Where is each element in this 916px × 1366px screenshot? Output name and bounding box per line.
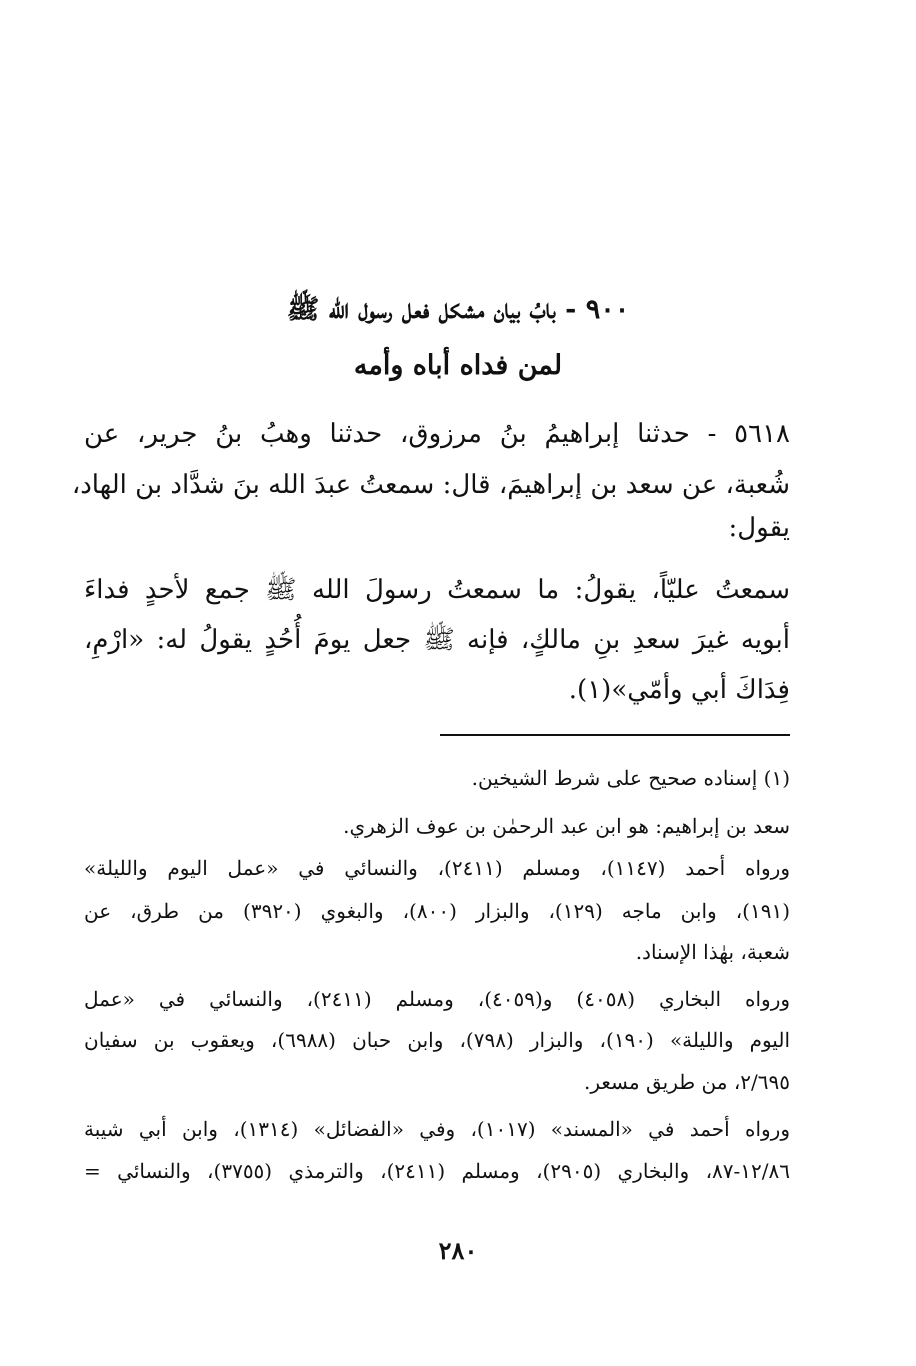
hadith-line: سمعتُ عليّاً، يقولُ: ما سمعتُ رسولَ الله ﷺ جمع لأحدٍ فداءَ xyxy=(84,575,790,605)
footnote-line: ٢/٦٩٥، من طريق مسعر. xyxy=(584,1070,790,1094)
hadith-line: يقول: xyxy=(728,513,790,543)
footnote-line: ورواه البخاري (٤٠٥٨) و(٤٠٥٩)، ومسلم (٢٤١١)، والنسائي في «عمل xyxy=(84,987,791,1011)
chapter-title: ٩٠٠ - بابُ بيان مشكل فعل رسول الله ﷺ xyxy=(286,294,630,325)
footnote-line: (١) إسناده صحيح على شرط الشيخين. xyxy=(471,766,790,790)
footnote-line: ورواه أحمد (١١٤٧)، ومسلم (٢٤١١)، والنسائي في «عمل اليوم والليلة» xyxy=(84,856,790,880)
hadith-line: شُعبة، عن سعد بن إبراهيمَ، قال: سمعتُ عبدَ الله بنَ شدَّاد بن الهاد، xyxy=(71,470,790,500)
chapter-subtitle: لمن فداه أباه وأمه xyxy=(353,350,563,381)
footnote-separator xyxy=(440,734,790,736)
footnote-line: شعبة، بهٰذا الإسناد. xyxy=(635,940,790,964)
footnote-line: اليوم والليلة» (١٩٠)، والبزار (٧٩٨)، وابن حبان (٦٩٨٨)، ويعقوب بن سفيان xyxy=(84,1028,790,1052)
footnote-line: (١٩١)، وابن ماجه (١٢٩)، والبزار (٨٠٠)، والبغوي (٣٩٢٠) من طرق، عن xyxy=(84,899,790,923)
footnote-line: ١٢/٨٦-٨٧، والبخاري (٢٩٠٥)، ومسلم (٢٤١١)، والترمذي (٣٧٥٥)، والنسائي = xyxy=(84,1159,790,1183)
footnote-line: ورواه أحمد في «المسند» (١٠١٧)، وفي «الفضائل» (١٣١٤)، وابن أبي شيبة xyxy=(84,1117,790,1141)
page-number: ٢٨٠ xyxy=(438,1236,478,1265)
hadith-line: أبويه غيرَ سعدِ بنِ مالكٍ، فإنه ﷺ جعل يومَ أُحُدٍ يقولُ له: «ارْمِ، xyxy=(84,625,790,655)
hadith-line: ٥٦١٨ - حدثنا إبراهيمُ بنُ مرزوق، حدثنا وهبُ بنُ جرير، عن xyxy=(84,419,790,449)
hadith-line: فِدَاكَ أبي وأمّي»(١). xyxy=(568,675,790,705)
footnote-line: سعد بن إبراهيم: هو ابن عبد الرحمٰن بن عوف الزهري. xyxy=(343,814,790,838)
